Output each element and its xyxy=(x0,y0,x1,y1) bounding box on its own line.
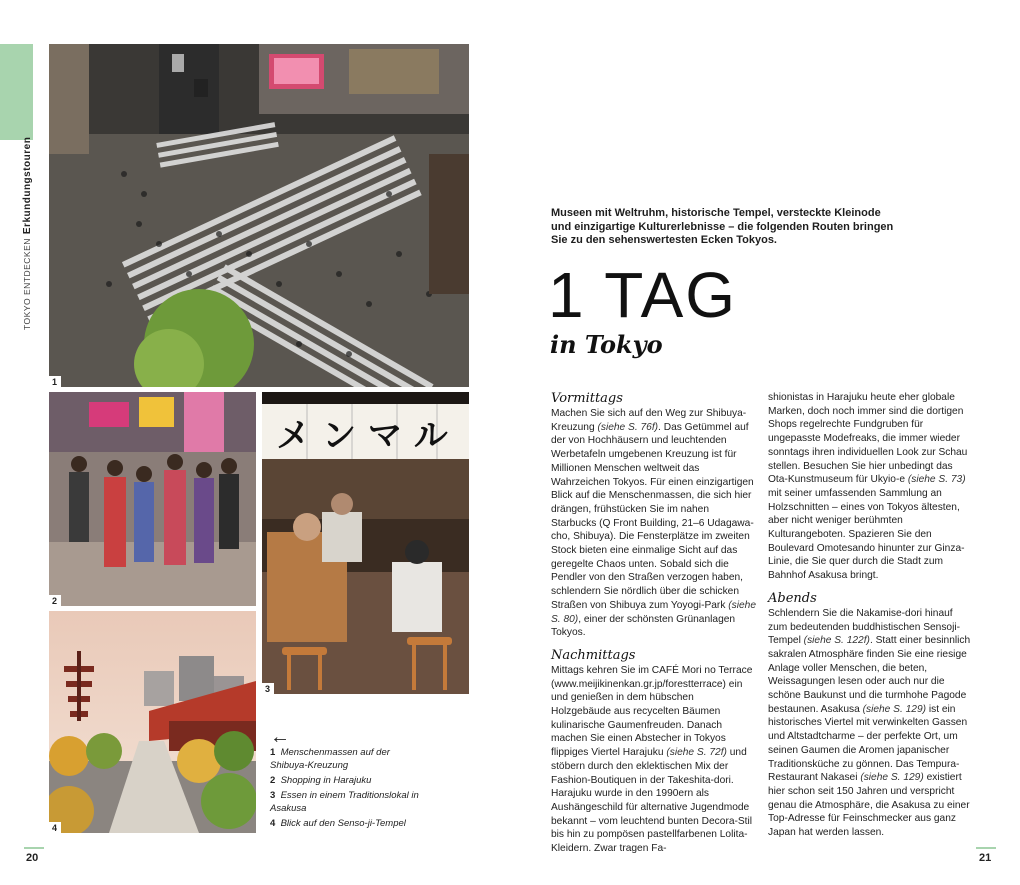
paragraph-nachmittags: Mittags kehren Sie im CAFÉ Mori no Terrace (www.meijikinenkan.gr.jp/forestterrace) ein und genießen in dem hübschen Holzgebäude aus recycelten Bäumen kulinarische Gaumenfreuden. Danach machen Sie einen Abstecher in Tokyos flippiges Viertel Harajuku (siehe S. 72f) und stöbern durch den eklektischen Mix der Fashion-Boutiquen in der Takeshita-dori. Harajuku wurde in den 1990ern als Aushängeschild für alternative Jugendmode bekannt – vom leuchtend bunten Decora-Stil bis hin zu pompösen pastellfarbenen Lolita-Kleidern. Zwar tragen Fa- xyxy=(551,664,753,855)
text-column-2 xyxy=(768,391,973,840)
page-number-rule-right xyxy=(976,847,996,849)
caption-arrow-icon: ← xyxy=(270,726,290,748)
page-number-left: 20 xyxy=(26,852,39,864)
caption-3-text: Essen in einem Traditionslokal in Asakusa xyxy=(270,790,419,814)
section-label-part2: Erkundungstouren xyxy=(22,136,33,235)
heading-vormittags: Vormittags xyxy=(551,391,623,406)
photo-shibuya-crossing xyxy=(49,44,469,387)
heading-abends: Abends xyxy=(768,590,817,606)
caption-2-number: 2 xyxy=(270,775,276,786)
caption-1 xyxy=(270,746,420,772)
caption-2 xyxy=(270,774,420,787)
text-column-1 xyxy=(551,391,756,856)
caption-2-text: Shopping in Harajuku xyxy=(280,775,372,786)
section-label xyxy=(22,137,33,330)
chapter-color-tab xyxy=(0,44,33,140)
intro-text: Museen mit Weltruhm, historische Tempel, versteckte Kleinode und einzigartige Kulturerlebnisse – die folgenden Routen bringen Sie zu den sehenswertesten Ecken Tokyos. xyxy=(551,207,894,246)
caption-4-text: Blick auf den Senso-ji-Tempel xyxy=(280,818,406,829)
caption-1-text: Menschenmassen auf der Shibuya-Kreuzung xyxy=(270,747,390,771)
photo-number-1: 1 xyxy=(49,376,61,387)
photo-harajuku-shopping xyxy=(49,392,256,606)
section-label-part1: TOKYO ENTDECKEN xyxy=(22,238,32,330)
caption-3 xyxy=(270,789,420,815)
caption-4-number: 4 xyxy=(270,818,276,829)
paragraph-abends: Schlendern Sie die Nakamise-dori hinauf zum bedeutenden buddhistischen Sensoji-Tempel (siehe S. 122f). Statt einer besinnlich sakralen Atmosphäre finden Sie eine riesige Anlage voller Menschen, die beten, Weissagungen lesen oder auch nur die schöne Baukunst und die turmhohe Pagode bestaunen. Asakusa (siehe S. 129) ist ein historisches Viertel mit verwinkelten Gassen und Altstadtcharme – der perfekte Ort, um seinen Gaumen die Aromen japanischer Traditionsküche zu gönnen. Das Tempura-Restaurant Nakasei (siehe S. 129) existiert hier schon seit 150 Jahren und verspricht genau die Atmosphäre, die Asakusa zu einer Top-Adresse für Feinschmecker aus ganz Japan hat werden lassen. xyxy=(768,607,971,839)
caption-3-number: 3 xyxy=(270,790,276,801)
page-number-rule-left xyxy=(24,847,44,849)
photo-sensoji-temple xyxy=(49,611,256,833)
page-subtitle: in Tokyo xyxy=(550,330,663,359)
photo-number-2: 2 xyxy=(49,595,61,606)
page-title: 1 TAG xyxy=(548,259,738,331)
paragraph-vormittags: Machen Sie sich auf den Weg zur Shibuya-Kreuzung (siehe S. 76f). Das Getümmel auf der von Hochhäusern und leuchtenden Werbetafeln umgebenen Kreuzung ist für Millionen Menschen weltweit das Wahrzeichen Tokyos. Für einen einzigartigen Blick auf die Menschenmassen, die sich hier drängen, frühstücken Sie im nahen Starbucks (Q Front Building, 21–6 Udagawa-cho, Shibuya). Die Fensterplätze im zweiten Stock bieten eine einmalige Sicht auf das geregelte Chaos unten. Sobald sich die Pendler von den Straßen verzogen haben, schlendern Sie nördlich über die schicken Straßen von Shibuya zum Yoyogi-Park (siehe S. 80), einer der schönsten Grünanlagen Tokyos. xyxy=(551,408,756,639)
noren-text: メ ン マ ル xyxy=(276,416,448,456)
photo-number-3: 3 xyxy=(262,683,274,694)
photo-traditional-restaurant xyxy=(262,392,469,694)
caption-1-number: 1 xyxy=(270,747,276,758)
paragraph-nachmittags-continued: shionistas in Harajuku heute eher globale Marken, doch noch immer sind die dortigen Shops regelrechte Fundgruben für ungepasste Modefreaks, die immer wieder sonntags ihren individuellen Look zur Schau stellen. Besuchen Sie hier unbedingt das Ota-Kunstmuseum für Ukyio-e (siehe S. 73) mit seiner umfassenden Sammlung an Holzschnitten – eines von Tokyos ältesten, aber nicht weniger berühmten Kulturangeboten. Spazieren Sie den Boulevard Omotesando hinunter zur Ginza-Linie, die Sie quer durch die Stadt zum Bahnhof Asakusa bringt. xyxy=(768,392,968,582)
heading-nachmittags: Nachmittags xyxy=(551,647,636,663)
caption-4 xyxy=(270,817,420,830)
photo-captions xyxy=(270,746,420,832)
page-number-right: 21 xyxy=(979,852,992,864)
photo-number-4: 4 xyxy=(49,822,61,833)
